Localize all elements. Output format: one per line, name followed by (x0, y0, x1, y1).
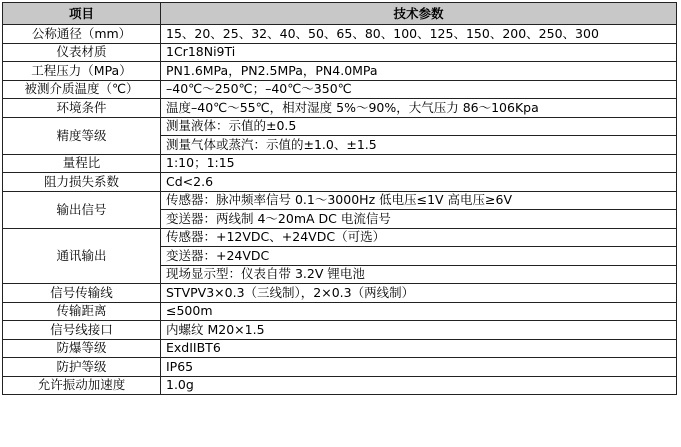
header-item: 项目 (3, 3, 161, 25)
row-label: 输出信号 (3, 191, 161, 228)
table-row (3, 321, 677, 340)
row-label: 被测介质温度（℃） (3, 80, 161, 99)
table-row (3, 358, 677, 377)
row-label: 仪表材质 (3, 43, 161, 62)
row-value: 1:10；1:15 (161, 154, 677, 173)
table-row (3, 43, 677, 62)
table-row (3, 284, 677, 303)
table-row (3, 173, 677, 192)
row-value: STVPV3×0.3（三线制），2×0.3（两线制） (161, 284, 677, 303)
row-value: 1Cr18Ni9Ti (161, 43, 677, 62)
row-value: –40℃～250℃；–40℃～350℃ (161, 80, 677, 99)
table-row (3, 191, 677, 210)
table-row (3, 302, 677, 321)
table-row (3, 62, 677, 81)
row-value: 内螺纹 M20×1.5 (161, 321, 677, 340)
row-label: 传输距离 (3, 302, 161, 321)
row-label: 防爆等级 (3, 339, 161, 358)
table-body (3, 25, 677, 395)
row-value: PN1.6MPa，PN2.5MPa，PN4.0MPa (161, 62, 677, 81)
row-value: 1.0g (161, 376, 677, 395)
row-label: 阻力损失系数 (3, 173, 161, 192)
table-row (3, 99, 677, 118)
table-row (3, 25, 677, 44)
row-value: 传感器：+12VDC、+24VDC（可选） (161, 228, 677, 247)
row-value: ≤500m (161, 302, 677, 321)
row-value: IP65 (161, 358, 677, 377)
row-label: 允许振动加速度 (3, 376, 161, 395)
row-value: 15、20、25、32、40、50、65、80、100、125、150、200、250、300 (161, 25, 677, 44)
row-value: 测量气体或蒸汽：示值的±1.0、±1.5 (161, 136, 677, 155)
row-label: 防护等级 (3, 358, 161, 377)
row-label: 信号传输线 (3, 284, 161, 303)
row-value: ExdIIBT6 (161, 339, 677, 358)
row-value: Cd<2.6 (161, 173, 677, 192)
table-header-row (3, 3, 677, 25)
table-row (3, 154, 677, 173)
row-value: 变送器：两线制 4～20mA DC 电流信号 (161, 210, 677, 229)
row-label: 公称通径（mm） (3, 25, 161, 44)
table-row (3, 80, 677, 99)
row-label: 工程压力（MPa） (3, 62, 161, 81)
header-value: 技术参数 (161, 3, 677, 25)
row-label: 信号线接口 (3, 321, 161, 340)
table-row (3, 339, 677, 358)
row-value: 测量液体：示值的±0.5 (161, 117, 677, 136)
row-label: 精度等级 (3, 117, 161, 154)
table-row (3, 228, 677, 247)
spec-table (2, 2, 677, 395)
table-row (3, 117, 677, 136)
row-value: 传感器：脉冲频率信号 0.1～3000Hz 低电压≤1V 高电压≥6V (161, 191, 677, 210)
table-row (3, 376, 677, 395)
row-label: 环境条件 (3, 99, 161, 118)
row-label: 通讯输出 (3, 228, 161, 284)
row-label: 量程比 (3, 154, 161, 173)
row-value: 变送器：+24VDC (161, 247, 677, 266)
row-value: 现场显示型：仪表自带 3.2V 锂电池 (161, 265, 677, 284)
row-value: 温度–40℃～55℃，相对湿度 5%～90%，大气压力 86～106Kpa (161, 99, 677, 118)
